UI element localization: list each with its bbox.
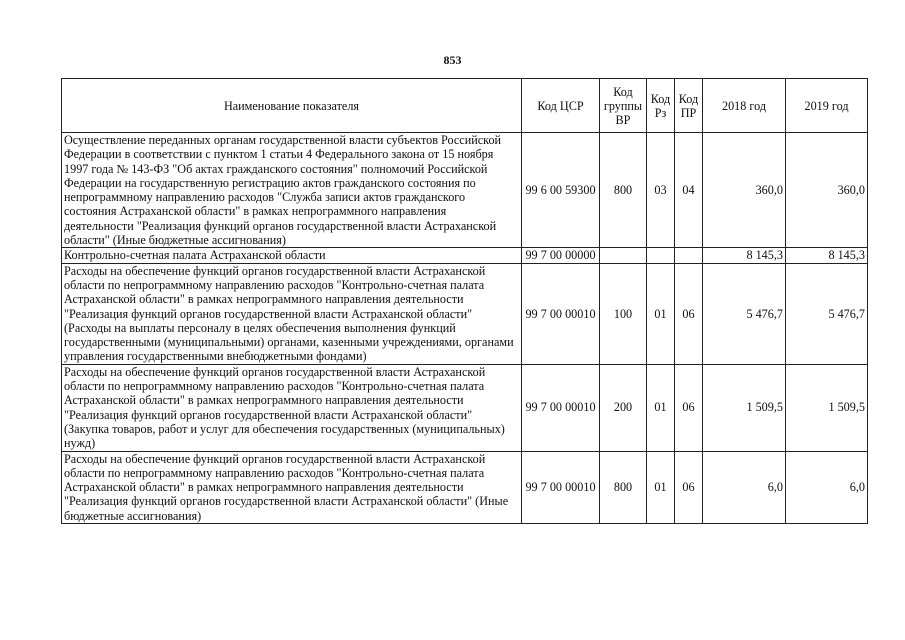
- cell-csr: 99 6 00 59300: [522, 133, 600, 248]
- cell-csr: 99 7 00 00010: [522, 451, 600, 523]
- table-row: [62, 263, 868, 364]
- cell-vr: 800: [600, 451, 647, 523]
- cell-name: Осуществление переданных органам государственной власти субъектов Российской Федерации в соответствии с пунктом 1 статьи 4 Федерального закона от 15 ноября 1997 года № 143-ФЗ "Об актах гражданского состояния" полномочий Российской Федерации на государственную регистрацию актов гражданского состояния по непрограммному направлению расходов "Служба записи актов гражданского состояния Астраханской области" в рамках непрограммного направления деятельности "Реализация функций органов государственной власти Астраханской области" (Иные бюджетные ассигнования): [62, 133, 522, 248]
- cell-rz: [647, 248, 675, 263]
- cell-vr: 800: [600, 133, 647, 248]
- budget-table: [61, 78, 868, 524]
- cell-rz: 03: [647, 133, 675, 248]
- table-body: [62, 133, 868, 524]
- table-row: [62, 133, 868, 248]
- cell-vr: 200: [600, 364, 647, 451]
- cell-2019: 1 509,5: [786, 364, 868, 451]
- cell-pr: 06: [675, 451, 703, 523]
- header-name: Наименование показателя: [62, 79, 522, 133]
- header-2018: 2018 год: [703, 79, 786, 133]
- header-csr: Код ЦСР: [522, 79, 600, 133]
- cell-csr: 99 7 00 00010: [522, 364, 600, 451]
- header-vr: Код группы ВР: [600, 79, 647, 133]
- cell-pr: 06: [675, 263, 703, 364]
- cell-rz: 01: [647, 451, 675, 523]
- table-header-row: [62, 79, 868, 133]
- cell-vr: 100: [600, 263, 647, 364]
- header-rz: Код Рз: [647, 79, 675, 133]
- cell-pr: 06: [675, 364, 703, 451]
- cell-2019: 8 145,3: [786, 248, 868, 263]
- table-row: [62, 451, 868, 523]
- cell-rz: 01: [647, 364, 675, 451]
- cell-2018: 6,0: [703, 451, 786, 523]
- cell-2018: 5 476,7: [703, 263, 786, 364]
- cell-2019: 6,0: [786, 451, 868, 523]
- cell-2018: 360,0: [703, 133, 786, 248]
- cell-rz: 01: [647, 263, 675, 364]
- cell-pr: 04: [675, 133, 703, 248]
- header-pr: Код ПР: [675, 79, 703, 133]
- cell-vr: [600, 248, 647, 263]
- page-number: 853: [443, 53, 462, 67]
- cell-name: Расходы на обеспечение функций органов государственной власти Астраханской области по непрограммному направлению расходов "Контрольно-счетная палата Астраханской области" в рамках непрограммного направления деятельности "Реализация функций органов государственной власти Астраханской области" (Расходы на выплаты персоналу в целях обеспечения выполнения функций государственными (муниципальными) органами, казенными учреждениями, органами управления государственными внебюджетными фондами): [62, 263, 522, 364]
- cell-name: Расходы на обеспечение функций органов государственной власти Астраханской области по непрограммному направлению расходов "Контрольно-счетная палата Астраханской области" в рамках непрограммного направления деятельности "Реализация функций органов государственной власти Астраханской области" (Закупка товаров, работ и услуг для обеспечения государственных (муниципальных) нужд): [62, 364, 522, 451]
- cell-pr: [675, 248, 703, 263]
- table-row: [62, 364, 868, 451]
- cell-2019: 5 476,7: [786, 263, 868, 364]
- cell-name: Контрольно-счетная палата Астраханской области: [62, 248, 522, 263]
- cell-csr: 99 7 00 00010: [522, 263, 600, 364]
- table-row: [62, 248, 868, 263]
- cell-2019: 360,0: [786, 133, 868, 248]
- cell-csr: 99 7 00 00000: [522, 248, 600, 263]
- cell-2018: 8 145,3: [703, 248, 786, 263]
- header-2019: 2019 год: [786, 79, 868, 133]
- cell-2018: 1 509,5: [703, 364, 786, 451]
- cell-name: Расходы на обеспечение функций органов государственной власти Астраханской области по непрограммному направлению расходов "Контрольно-счетная палата Астраханской области" в рамках непрограммного направления деятельности "Реализация функций органов государственной власти Астраханской области" (Иные бюджетные ассигнования): [62, 451, 522, 523]
